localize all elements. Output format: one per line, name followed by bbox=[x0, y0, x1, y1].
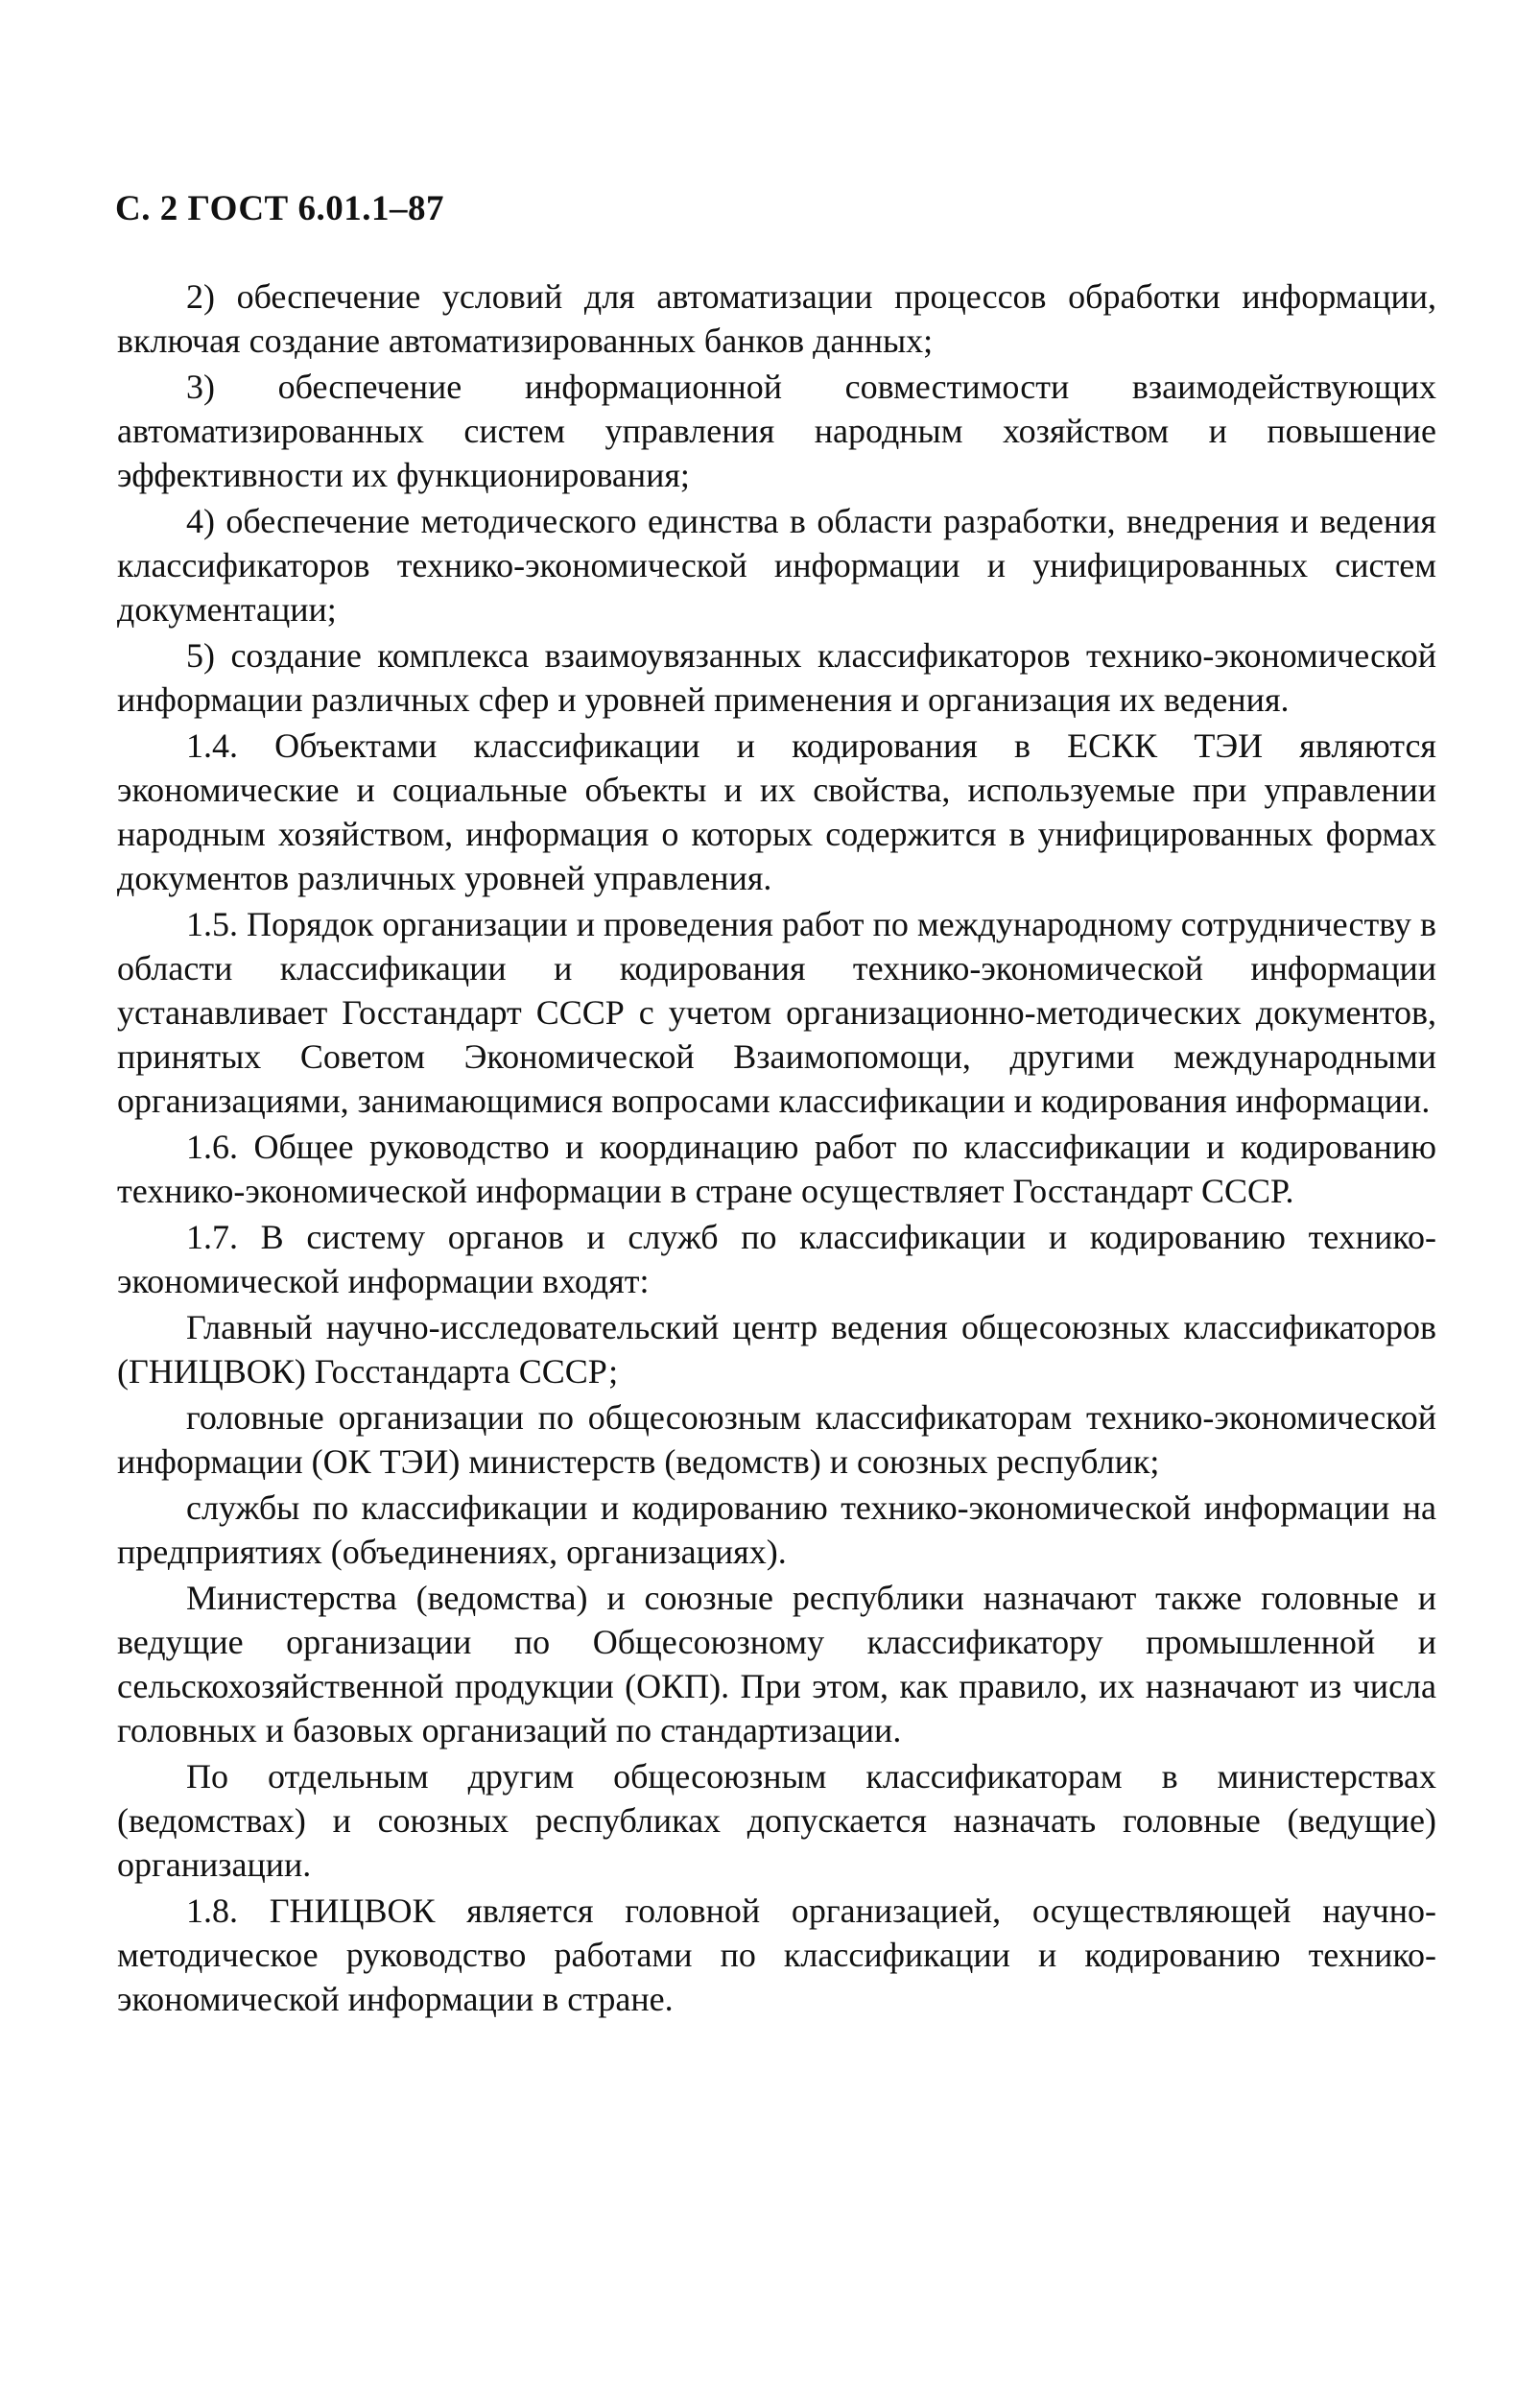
paragraph-1-6: 1.6. Общее руководство и координацию работ по классификации и кодированию технико-экономической информации в стране осуществляет Госстандарт СССР. bbox=[117, 1128, 1436, 1210]
paragraph-ministries: Министерства (ведомства) и союзные республики назначают также головные и ведущие организации по Общесоюзному классификатору промышленной и сельскохозяйственной продукции (ОКП). При этом, как правило, их назначают из числа головных и базовых организаций по стандартизации. bbox=[117, 1579, 1436, 1749]
paragraph-1-5: 1.5. Порядок организации и проведения работ по международному сотрудничеству в области классификации и кодирования технико-экономической информации устанавливает Госстандарт СССР с учетом организационно-методических документов, принятых Советом Экономической Взаимопомощи, другими международными организациями, занимающимися вопросами классификации и кодирования информации. bbox=[117, 905, 1436, 1120]
paragraph-other-classifiers: По отдельным другим общесоюзным классификаторам в министерствах (ведомствах) и союзных республиках допускается назначать головные (ведущие) организации. bbox=[117, 1757, 1436, 1884]
page-header: С. 2 ГОСТ 6.01.1–87 bbox=[115, 189, 444, 228]
document-body bbox=[117, 274, 1436, 2021]
paragraph-services: службы по классификации и кодированию технико-экономической информации на предприятиях (объединениях, организациях). bbox=[117, 1488, 1436, 1571]
paragraph-item-2: 2) обеспечение условий для автоматизации процессов обработки информации, включая создание автоматизированных банков данных; bbox=[117, 277, 1436, 360]
paragraph-item-5: 5) создание комплекса взаимоувязанных классификаторов технико-экономической информации различных сфер и уровней применения и организация их ведения. bbox=[117, 636, 1436, 719]
paragraph-1-7: 1.7. В систему органов и служб по классификации и кодированию технико-экономической информации входят: bbox=[117, 1218, 1436, 1300]
paragraph-item-3: 3) обеспечение информационной совместимости взаимодействующих автоматизированных систем управления народным хозяйством и повышение эффективности их функционирования; bbox=[117, 368, 1436, 494]
paragraph-gnitsvok: Главный научно-исследовательский центр ведения общесоюзных классификаторов (ГНИЦВОК) Госстандарта СССР; bbox=[117, 1308, 1436, 1391]
paragraph-1-4: 1.4. Объектами классификации и кодирования в ЕСКК ТЭИ являются экономические и социальные объекты и их свойства, используемые при управлении народным хозяйством, информация о которых содержится в унифицированных формах документов различных уровней управления. bbox=[117, 726, 1436, 897]
paragraph-head-organizations: головные организации по общесоюзным классификаторам технико-экономической информации (ОК ТЭИ) министерств (ведомств) и союзных республик; bbox=[117, 1398, 1436, 1481]
paragraph-item-4: 4) обеспечение методического единства в области разработки, внедрения и ведения классификаторов технико-экономической информации и унифицированных систем документации; bbox=[117, 502, 1436, 629]
paragraph-1-8: 1.8. ГНИЦВОК является головной организацией, осуществляющей научно-методическое руководство работами по классификации и кодированию технико-экономической информации в стране. bbox=[117, 1891, 1436, 2018]
